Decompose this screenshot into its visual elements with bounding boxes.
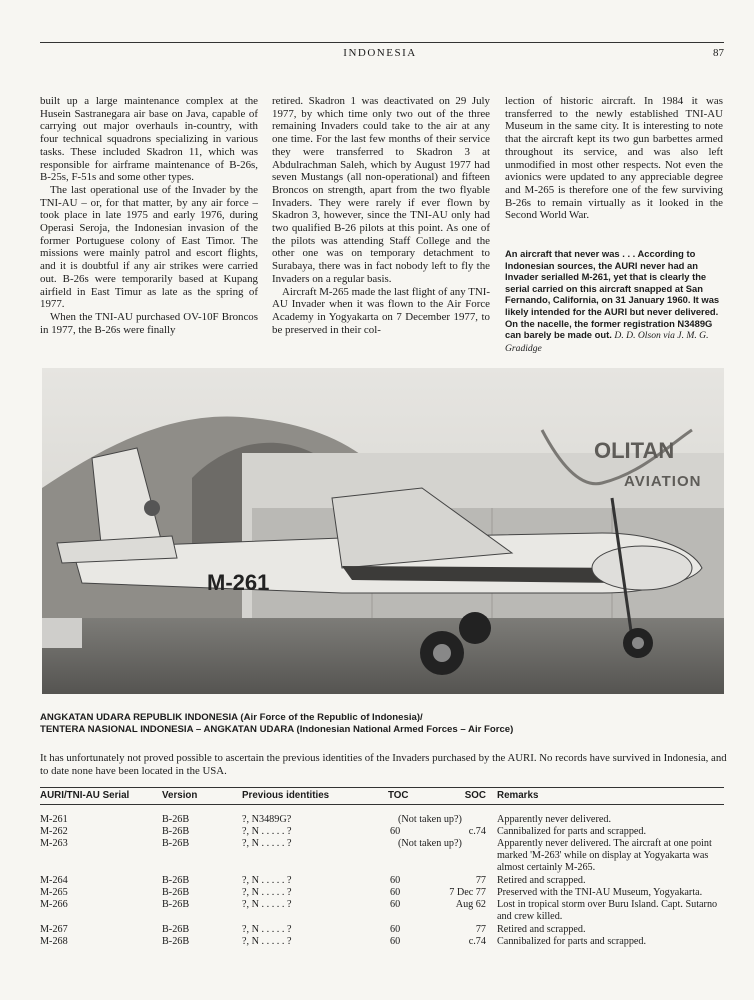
cell-version: B-26B: [162, 814, 190, 825]
col-header-soc: SOC: [464, 790, 486, 801]
cell-toc: 60: [390, 875, 401, 886]
cell-soc: 7 Dec 77: [449, 887, 486, 898]
photo-credit: D. D. Olson via J. M. G. Gradidge: [505, 330, 709, 354]
table-heading-line2: TENTERA NASIONAL INDONESIA – ANGKATAN UDARA (Indonesian National Armed Forces – Air Force): [40, 724, 514, 735]
cell-serial: M-267: [40, 924, 68, 935]
col-header-version: Version: [162, 790, 198, 801]
cell-serial: M-266: [40, 899, 68, 910]
cell-soc: c.74: [468, 936, 486, 947]
cell-previous-identities: ?, N . . . . . ?: [242, 899, 292, 910]
cell-soc: 77: [475, 875, 486, 886]
cell-version: B-26B: [162, 887, 190, 898]
hangar-sign-line2: AVIATION: [624, 473, 702, 490]
cell-remarks: Cannibalized for parts and scrapped.: [497, 826, 647, 837]
cell-toc: 60: [390, 899, 401, 910]
cell-previous-identities: ?, N . . . . . ?: [242, 936, 292, 947]
table-heading: [40, 712, 730, 736]
text-column-1: [40, 95, 258, 336]
table-row: [40, 924, 724, 936]
caption-text: An aircraft that never was . . . According to Indonesian sources, the AURI never had an Invader serialled M-261, yet that is clearly the serial carried on this aircraft snapped at San Fernando, California, on 31 January 1960. It was likely intended for the AURI but never delivered. On the nacelle, the former registration N3489G can barely be made out.: [505, 248, 720, 341]
paragraph: The last operational use of the Invader by the TNI-AU – or, for that matter, by any air force – took place in late 1975 and early 1976, during Operasi Seroja, the Indonesian invasion of the former Portuguese colony of East Timor. The missions were mainly patrol and escort flights, and it is doubtful if any air strikes were carried out. B-26s were temporarily based at Kupang airfield in East Timur as late as the spring of 1977.: [40, 183, 258, 311]
table-row: [40, 887, 724, 899]
cell-remarks: Cannibalized for parts and scrapped.: [497, 936, 647, 947]
cell-previous-identities: ?, N . . . . . ?: [242, 924, 292, 935]
cell-remarks: Apparently never delivered.: [497, 814, 611, 825]
cell-remarks: Lost in tropical storm over Buru Island. Capt. Sutarno and crew killed.: [497, 899, 718, 922]
table-row: [40, 875, 724, 887]
table-body: [40, 814, 724, 948]
paragraph: When the TNI-AU purchased OV-10F Broncos in 1977, the B-26s were finally: [40, 310, 258, 336]
col-header-remarks: Remarks: [497, 790, 539, 801]
cell-version: B-26B: [162, 875, 190, 886]
cell-remarks: Apparently never delivered. The aircraft at one point marked 'M-263' while on display at Yogyakarta was almost certainly M-265.: [497, 838, 712, 873]
table-header-row: [40, 787, 724, 805]
col-header-previous: Previous identities: [242, 790, 330, 801]
cell-version: B-26B: [162, 838, 190, 849]
table-row: [40, 936, 724, 948]
text-column-2: [272, 95, 490, 336]
cell-version: B-26B: [162, 899, 190, 910]
table-row: [40, 838, 724, 875]
header-rule: [40, 42, 724, 43]
cell-previous-identities: ?, N . . . . . ?: [242, 838, 292, 849]
paragraph: retired. Skadron 1 was deactivated on 29 July 1977, by which time only two out of the three remaining Invaders could take to the air at any one time. For the last few months of their service they were transferred to Skadron 3 at Abdulrachman Saleh, which by August 1977 had seven Mustangs (all non-operational) and fifteen Broncos on strength, apart from the two flyable Invaders. They were rarely if ever flown by Skadron 3, however, since the TNI-AU only had two qualified B-26 pilots at this point. As one of the pilots was attending Staff College and the other one was on temporary detachment to Surabaya, there was in fact nobody left to fly the Invaders on a regular basis.: [272, 95, 490, 285]
photo-caption: [505, 248, 723, 354]
aircraft-serial-marking: M-261: [207, 570, 270, 595]
cell-version: B-26B: [162, 826, 190, 837]
cell-previous-identities: ?, N . . . . . ?: [242, 826, 292, 837]
cell-toc: 60: [390, 826, 401, 837]
table-row: [40, 814, 724, 826]
paragraph: Aircraft M-265 made the last flight of any TNI-AU Invader when it was flown to the Air Force Academy in Yogyakarta on 7 December 1977, to be preserved in their col-: [272, 285, 490, 336]
cell-toc: (Not taken up?): [398, 814, 462, 825]
cell-version: B-26B: [162, 936, 190, 947]
cell-serial: M-261: [40, 814, 68, 825]
cell-previous-identities: ?, N . . . . . ?: [242, 875, 292, 886]
col-header-toc: TOC: [388, 790, 409, 801]
cell-soc: c.74: [468, 826, 486, 837]
cell-serial: M-263: [40, 838, 68, 849]
cell-toc: 60: [390, 887, 401, 898]
aircraft-photo: [42, 368, 724, 694]
text-column-3: [505, 95, 723, 222]
cell-previous-identities: ?, N . . . . . ?: [242, 887, 292, 898]
cell-serial: M-262: [40, 826, 68, 837]
col-header-serial: AURI/TNI-AU Serial: [40, 790, 130, 801]
table-row: [40, 899, 724, 924]
page-number: 87: [713, 47, 724, 59]
cell-serial: M-264: [40, 875, 68, 886]
aircraft-photo-illustration: [42, 368, 724, 694]
cell-previous-identities: ?, N3489G?: [242, 814, 292, 825]
cell-toc: (Not taken up?): [398, 838, 462, 849]
running-header: INDONESIA: [343, 47, 417, 59]
cell-serial: M-268: [40, 936, 68, 947]
table-heading-line1: ANGKATAN UDARA REPUBLIK INDONESIA (Air Force of the Republic of Indonesia)/: [40, 712, 423, 723]
hangar-sign-line1: OLITAN: [594, 438, 675, 463]
cell-remarks: Retired and scrapped.: [497, 875, 586, 886]
paragraph: built up a large maintenance complex at the Husein Sastranegara air base on Java, capable of carrying out major overhauls in-country, with four technical squadrons specializing in various tasks. These included Skadron 11, which was responsible for airframe maintenance of B-26s, B-25s, F-51s and some other types.: [40, 95, 258, 184]
serials-table: [40, 787, 724, 948]
cell-remarks: Preserved with the TNI-AU Museum, Yogyakarta.: [497, 887, 703, 898]
table-row: [40, 826, 724, 838]
cell-soc: 77: [475, 924, 486, 935]
cell-toc: 60: [390, 936, 401, 947]
cell-remarks: Retired and scrapped.: [497, 924, 586, 935]
cell-serial: M-265: [40, 887, 68, 898]
paragraph: lection of historic aircraft. In 1984 it was transferred to the newly established TNI-AU Museum in the same city. It is interesting to note that the aircraft kept its two gun barbettes armed throughout its service, and was also left unmodified in most other respects. Not even the avionics were updated to any appreciable degree and M-265 is therefore one of the few surviving B-26s to remain virtually as it looked in the Second World War.: [505, 95, 723, 222]
cell-soc: Aug 62: [455, 899, 486, 910]
cell-version: B-26B: [162, 924, 190, 935]
cell-toc: 60: [390, 924, 401, 935]
table-note: It has unfortunately not proved possible to ascertain the previous identities of the Invaders purchased by the AURI. No records have survived in Indonesia, and to date none have been located in the USA.: [40, 752, 727, 777]
